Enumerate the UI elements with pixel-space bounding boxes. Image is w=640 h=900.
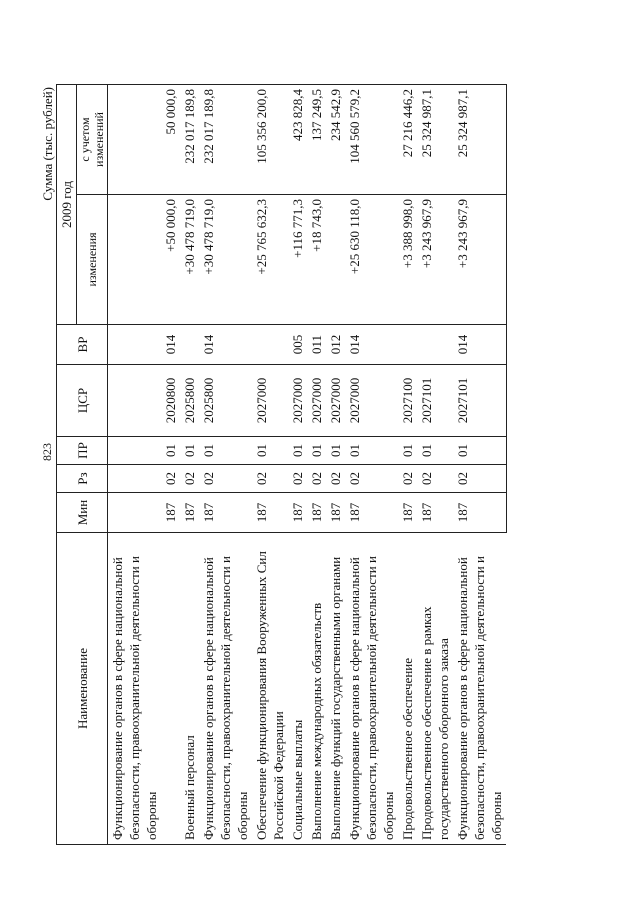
row-change: +3 243 967,9: [417, 195, 453, 325]
table-row: [108, 85, 162, 845]
row-name: Функционирование органов в сфере национальной безопасности, правоохранительной деятельности и обороны: [199, 533, 252, 845]
row-min: 187: [345, 493, 398, 533]
row-pr: 01: [453, 437, 506, 465]
table-row: [180, 85, 199, 845]
row-total: 105 356 200,0: [252, 85, 288, 195]
row-vr: 012: [326, 325, 345, 365]
header-vr: ВР: [57, 325, 108, 365]
row-rz: 02: [398, 465, 417, 493]
row-name: Функционирование органов в сфере национальной безопасности, правоохранительной деятельности и обороны: [453, 533, 506, 845]
table-row: [307, 85, 326, 845]
row-change: +18 743,0: [307, 195, 326, 325]
row-rz: 02: [307, 465, 326, 493]
table-row: [161, 85, 180, 845]
row-csr: 2027101: [453, 365, 506, 437]
row-change: [326, 195, 345, 325]
table-row: [252, 85, 288, 845]
row-change: +3 243 967,9: [453, 195, 506, 325]
row-vr: 014: [161, 325, 180, 365]
row-rz: 02: [345, 465, 398, 493]
row-change: +25 765 632,3: [252, 195, 288, 325]
row-name: Выполнение функций государственными органами: [326, 533, 345, 845]
table-row: [453, 85, 506, 845]
row-vr: [417, 325, 453, 365]
rotated-table-block: [40, 85, 530, 845]
header-rz: Рз: [57, 465, 108, 493]
unit-caption: Сумма (тыс. рублей): [40, 87, 55, 201]
row-csr: 2027000: [307, 365, 326, 437]
row-vr: [108, 325, 162, 365]
row-min: 187: [453, 493, 506, 533]
row-pr: 01: [161, 437, 180, 465]
row-min: 187: [180, 493, 199, 533]
table-row: [326, 85, 345, 845]
table-row: [398, 85, 417, 845]
row-total: 234 542,9: [326, 85, 345, 195]
row-csr: 2027000: [252, 365, 288, 437]
row-name: Выполнение международных обязательств: [307, 533, 326, 845]
table-row: [345, 85, 398, 845]
row-min: 187: [398, 493, 417, 533]
header-year: 2009 год: [57, 85, 77, 325]
row-change: +30 478 719,0: [199, 195, 252, 325]
row-total: 25 324 987,1: [453, 85, 506, 195]
row-vr: 014: [199, 325, 252, 365]
budget-table: [56, 84, 507, 845]
row-rz: 02: [252, 465, 288, 493]
row-csr: 2025800: [199, 365, 252, 437]
row-rz: 02: [326, 465, 345, 493]
table-row: [288, 85, 307, 845]
row-min: 187: [161, 493, 180, 533]
row-name: Продовольственное обеспечение: [398, 533, 417, 845]
row-name: [161, 533, 180, 845]
row-pr: 01: [252, 437, 288, 465]
row-min: 187: [288, 493, 307, 533]
row-total: 137 249,5: [307, 85, 326, 195]
row-csr: 2027000: [326, 365, 345, 437]
row-min: 187: [199, 493, 252, 533]
row-name: Социальные выплаты: [288, 533, 307, 845]
row-vr: [252, 325, 288, 365]
row-pr: 01: [345, 437, 398, 465]
row-pr: 01: [307, 437, 326, 465]
row-change: +116 771,3: [288, 195, 307, 325]
row-csr: [108, 365, 162, 437]
row-change: +50 000,0: [161, 195, 180, 325]
row-pr: 01: [180, 437, 199, 465]
row-csr: 2020800: [161, 365, 180, 437]
row-pr: 01: [417, 437, 453, 465]
row-total: [108, 85, 162, 195]
header-with-changes: с учетом изменений: [77, 85, 108, 195]
header-changes: изменения: [77, 195, 108, 325]
row-name: Обеспечение функционирования Вооруженных Сил Российской Федерации: [252, 533, 288, 845]
row-min: 187: [417, 493, 453, 533]
row-change: [108, 195, 162, 325]
row-rz: 02: [417, 465, 453, 493]
table-body: [108, 85, 507, 845]
row-name: Военный персонал: [180, 533, 199, 845]
row-min: 187: [307, 493, 326, 533]
row-vr: [180, 325, 199, 365]
row-rz: 02: [288, 465, 307, 493]
row-change: +30 478 719,0: [180, 195, 199, 325]
row-rz: 02: [453, 465, 506, 493]
table-row: [417, 85, 453, 845]
row-csr: 2027101: [417, 365, 453, 437]
row-min: 187: [326, 493, 345, 533]
row-csr: 2027000: [288, 365, 307, 437]
row-csr: 2027100: [398, 365, 417, 437]
row-rz: 02: [161, 465, 180, 493]
row-pr: 01: [398, 437, 417, 465]
row-name: Функционирование органов в сфере национальной безопасности, правоохранительной деятельности и обороны: [108, 533, 162, 845]
row-csr: 2027000: [345, 365, 398, 437]
row-total: 25 324 987,1: [417, 85, 453, 195]
row-csr: 2025800: [180, 365, 199, 437]
row-pr: 01: [199, 437, 252, 465]
row-total: 50 000,0: [161, 85, 180, 195]
row-vr: 005: [288, 325, 307, 365]
row-vr: 011: [307, 325, 326, 365]
row-change: +25 630 118,0: [345, 195, 398, 325]
row-total: 232 017 189,8: [199, 85, 252, 195]
row-pr: 01: [326, 437, 345, 465]
row-vr: 014: [453, 325, 506, 365]
row-total: 27 216 446,2: [398, 85, 417, 195]
header-csr: ЦСР: [57, 365, 108, 437]
header-name: Наименование: [57, 533, 108, 845]
row-rz: 02: [180, 465, 199, 493]
row-rz: 02: [199, 465, 252, 493]
row-pr: [108, 437, 162, 465]
row-vr: 014: [345, 325, 398, 365]
row-total: 232 017 189,8: [180, 85, 199, 195]
row-vr: [398, 325, 417, 365]
header-pr: ПР: [57, 437, 108, 465]
row-name: Продовольственное обеспечение в рамках государственного оборонного заказа: [417, 533, 453, 845]
row-total: 104 560 579,2: [345, 85, 398, 195]
row-rz: [108, 465, 162, 493]
row-total: 423 828,4: [288, 85, 307, 195]
row-name: Функционирование органов в сфере национальной безопасности, правоохранительной деятельности и обороны: [345, 533, 398, 845]
row-pr: 01: [288, 437, 307, 465]
row-min: 187: [252, 493, 288, 533]
table-row: [199, 85, 252, 845]
row-change: +3 388 998,0: [398, 195, 417, 325]
page-number: 823: [40, 443, 54, 461]
row-min: [108, 493, 162, 533]
header-min: Мин: [57, 493, 108, 533]
